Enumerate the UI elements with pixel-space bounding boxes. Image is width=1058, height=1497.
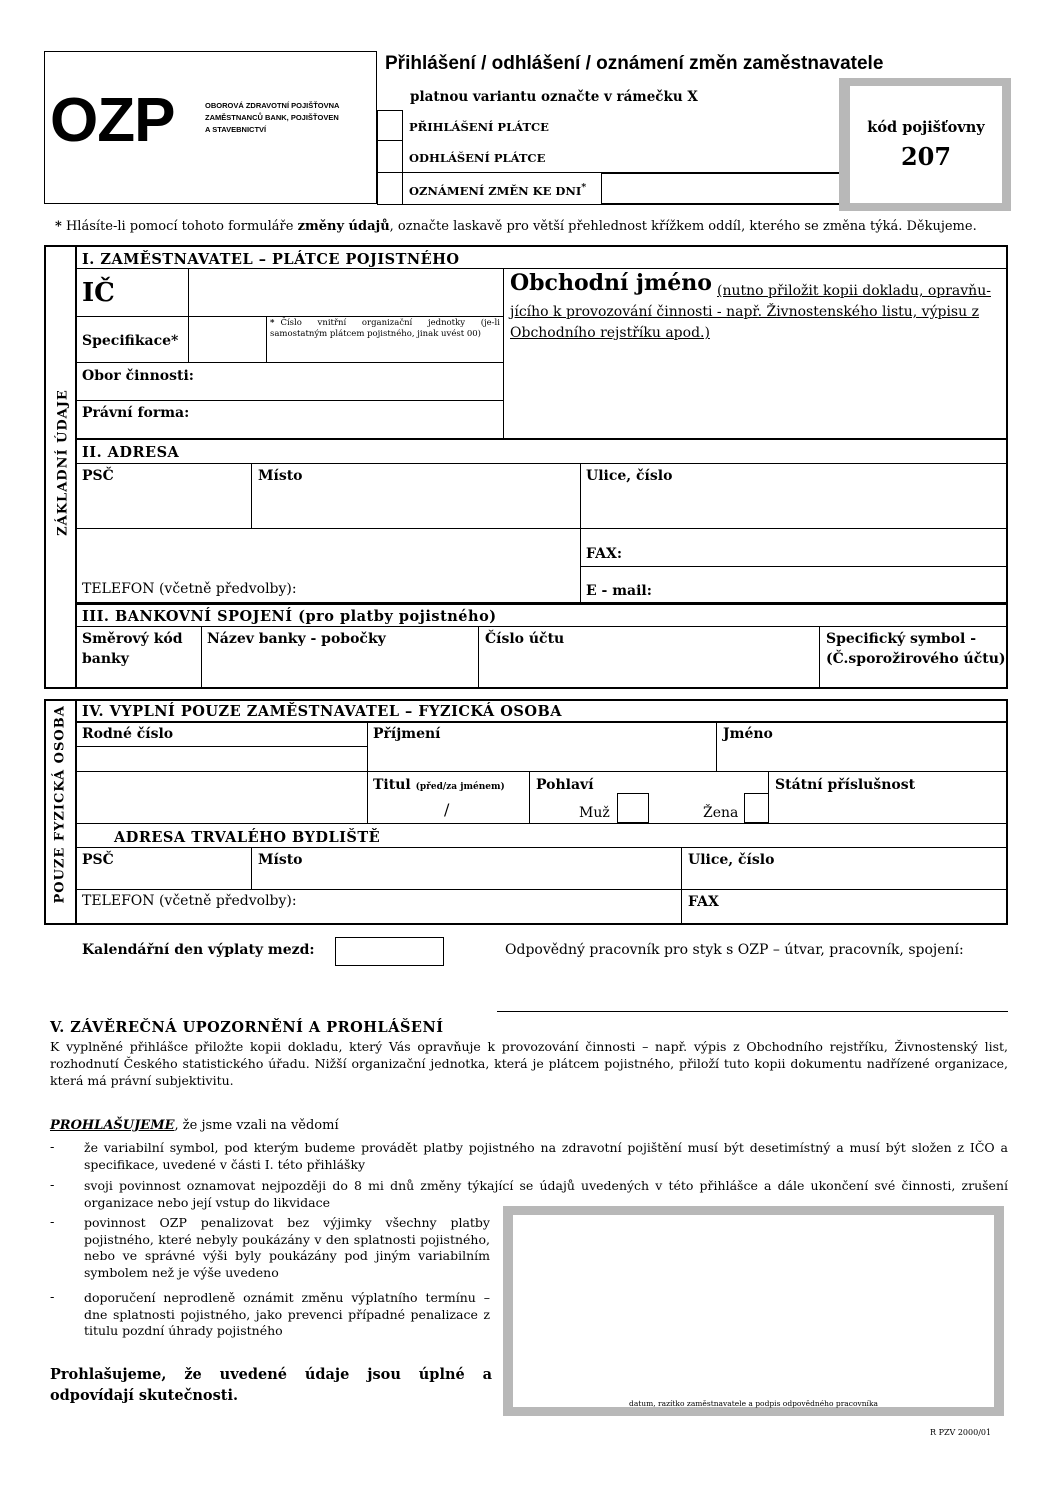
- bank-code-label-1: Směrový kód: [82, 631, 183, 647]
- address-row-line: [75, 528, 1008, 529]
- basic-side-divider: [75, 245, 77, 689]
- footnote-bold: změny údajů: [297, 219, 390, 234]
- bank-name-divider: [478, 626, 479, 689]
- person-psc-divider: [251, 847, 252, 889]
- male-label: Muž: [579, 805, 610, 821]
- person-street-divider: [681, 847, 682, 925]
- bullet-2: svoji povinnost oznamovat nejpozději do 8 mi dnů změny týkající se údajů uvedených v této přihlášce a dále ukončení své činnosti, zrušení organizace nebo její vstup do likvidace: [84, 1178, 1008, 1210]
- bullet-mark-3: -: [50, 1215, 55, 1230]
- spec-note-text: Číslo vnitřní organizační jednotky (je-li samostatným plátcem pojistného, jinak uvést 00): [270, 318, 500, 339]
- section2-bottom-line: [75, 602, 1008, 605]
- account-input[interactable]: [485, 660, 813, 680]
- name-row-line: [75, 771, 1008, 772]
- options-checkbox-border: [402, 110, 403, 204]
- footnote: [55, 219, 977, 234]
- birth-no-line: [75, 746, 367, 747]
- business-name-note-1: (nutno přiložit kopii dokladu, opravňu-: [717, 283, 991, 299]
- person-phone-label: TELEFON (včetně předvolby):: [82, 893, 297, 909]
- spec-input[interactable]: [194, 330, 260, 350]
- spec-row-line: [75, 362, 503, 363]
- title-divider: [529, 771, 530, 823]
- contact-label: Odpovědný pracovník pro styk s OZP – útvar, pracovník, spojení:: [505, 942, 964, 958]
- person-psc-input[interactable]: [82, 869, 244, 887]
- insurer-line-2: ZAMĚSTNANCŮ BANK, POJIŠŤOVEN: [205, 113, 339, 122]
- male-checkbox[interactable]: [617, 793, 649, 823]
- female-checkbox[interactable]: [744, 793, 769, 823]
- payday-field[interactable]: [335, 937, 444, 966]
- company-phone-label: TELEFON (včetně předvolby):: [82, 581, 297, 597]
- company-city-input[interactable]: [258, 496, 573, 516]
- company-fax-label: FAX:: [586, 546, 623, 562]
- option-registration: PŘIHLÁŠENÍ PLÁTCE: [409, 120, 549, 134]
- bank-name-label: Název banky - pobočky: [207, 631, 386, 647]
- section3-heading-text: III. BANKOVNÍ SPOJENÍ (pro platby pojistného): [82, 608, 497, 625]
- gender-label: Pohlaví: [536, 777, 594, 793]
- ic-field[interactable]: [190, 270, 502, 315]
- stamp-box-inner: [513, 1215, 994, 1407]
- declaration-intro: [50, 1118, 339, 1133]
- person-street-label: Ulice, číslo: [688, 852, 775, 868]
- company-psc-input[interactable]: [82, 496, 242, 516]
- section1-bottom-line: [75, 438, 1008, 440]
- change-date-field[interactable]: [601, 173, 840, 204]
- psc-divider: [251, 463, 252, 528]
- insurer-line-3: A STAVEBNICTVÍ: [205, 125, 267, 134]
- bank-code-divider: [201, 626, 202, 689]
- bullet-3: povinnost OZP penalizovat bez výjimky všechny platby pojistného, které nebyly poukázány v den splatnosti pojistného, nebo ve správné výši byly poukázány pod jiným variabilním symbolem než je výše uvedeno: [84, 1215, 490, 1280]
- insurer-code-value: 207: [900, 142, 952, 171]
- bullet-mark-1: -: [50, 1140, 55, 1155]
- footnote-suffix: , označte laskavě pro větší přehlednost křížkem oddíl, kterého se změna týká. Děkujeme.: [389, 219, 977, 234]
- female-label: Žena: [703, 805, 739, 821]
- title-note: (před/za jménem): [415, 782, 505, 792]
- ic-label: IČ: [82, 278, 115, 308]
- birth-no-label: Rodné číslo: [82, 726, 174, 742]
- side-label-basic: ZÁKLADNÍ ÚDAJE: [55, 389, 71, 536]
- options-line: [377, 204, 840, 205]
- bullet-4: doporučení neprodleně oznámit změnu výplatního termínu – dne splatnosti pojistného, jako prevenci případné penalizace z titulu pozdní úhrady pojistného: [84, 1290, 490, 1338]
- declaration-bold: PROHLAŠUJEME: [50, 1118, 175, 1133]
- insurer-name: [205, 100, 339, 136]
- account-label: Číslo účtu: [485, 631, 565, 647]
- section4-heading: IV. VYPLNÍ POUZE ZAMĚSTNAVATEL – FYZICKÁ OSOBA: [82, 703, 562, 720]
- surname-label: Příjmení: [373, 726, 441, 742]
- contact-input[interactable]: [497, 985, 1002, 1005]
- company-street-label: Ulice, číslo: [586, 468, 673, 484]
- title-slash: /: [444, 800, 450, 819]
- section1-heading-line: [75, 268, 1008, 269]
- ic-divider: [188, 268, 189, 362]
- person-address-line: [75, 889, 1008, 890]
- section4-heading-line: [75, 721, 1008, 723]
- spec-note-star: *: [270, 318, 275, 328]
- person-city-label: Místo: [258, 852, 303, 868]
- section5-heading: V. ZÁVĚREČNÁ UPOZORNĚNÍ A PROHLÁŠENÍ: [50, 1019, 444, 1036]
- section2-heading: II. ADRESA: [82, 444, 180, 461]
- surname-input[interactable]: [373, 748, 709, 768]
- business-name-note-3: Obchodního rejstříku apod.): [510, 325, 710, 341]
- business-name-input[interactable]: [510, 348, 1004, 436]
- account-divider: [819, 626, 820, 689]
- specific-symbol-label-1: Specifický symbol -: [826, 631, 977, 647]
- permanent-address-heading: ADRESA TRVALÉHO BYDLIŠTĚ: [114, 829, 381, 846]
- option-change-notice: [409, 182, 586, 198]
- bullet-mark-2: -: [50, 1178, 55, 1193]
- payday-input[interactable]: [340, 943, 438, 961]
- section5-text: K vyplněné přihlášce přiložte kopii dokladu, který Vás opravňuje k provozování činnosti – např. výpis z Obchodního rejstříku, Živnostenský list, rozhodnutí Českého statistického úřadu. Nižší organizační jednotka, která je plátcem pojistného, přiloží tuto kopii dokumentu nadřízené organizace, která má právní subjektivitu.: [50, 1039, 1008, 1088]
- name-divider: [503, 268, 504, 438]
- checkbox-change-notice[interactable]: [378, 173, 402, 204]
- section3-heading-line: [75, 626, 1008, 627]
- final-declaration: Prohlašujeme, že uvedené údaje jsou úplné a odpovídají skutečnosti.: [50, 1366, 492, 1404]
- insurer-line-1: OBOROVÁ ZDRAVOTNÍ POJIŠŤOVNA: [205, 101, 340, 110]
- change-date-input[interactable]: [605, 180, 835, 198]
- side-label-person: POUZE FYZICKÁ OSOBA: [52, 705, 68, 904]
- title-label: [373, 777, 505, 793]
- person-street-input[interactable]: [688, 869, 1001, 887]
- business-input[interactable]: [190, 368, 495, 388]
- section1-heading: I. ZAMĚSTNAVATEL – PLÁTCE POJISTNÉHO: [82, 251, 460, 268]
- footnote-star: *: [55, 219, 62, 234]
- legal-form-label: Právní forma:: [82, 405, 190, 421]
- street-divider: [580, 463, 581, 603]
- payday-label: Kalendářní den výplaty mezd:: [82, 942, 315, 958]
- bank-name-input[interactable]: [207, 660, 472, 680]
- spec-note: [270, 318, 500, 340]
- ic-input[interactable]: [194, 282, 494, 302]
- first-name-label: Jméno: [723, 726, 773, 742]
- form-title: Přihlášení / odhlášení / oznámení změn zaměstnavatele: [385, 53, 884, 74]
- birth-no-divider: [367, 721, 368, 823]
- contact-line: [497, 1011, 1008, 1012]
- company-email-label: E - mail:: [586, 583, 652, 599]
- ic-row-line: [75, 316, 503, 317]
- surname-divider: [716, 721, 717, 771]
- person-side-divider: [75, 699, 77, 925]
- bullet-mark-4: -: [50, 1290, 55, 1305]
- bullet-1: že variabilní symbol, pod kterým budeme provádět platby pojistného na zdravotní pojištění musí být desetimístný a musí být složen z IČO a specifikace, uvedené v části I. této přihlášky: [84, 1140, 1008, 1172]
- business-name-note-2: jícího k provozování činnosti - např. Živnostenského listu, výpisu z: [510, 304, 979, 320]
- fax-row-line: [580, 566, 1008, 567]
- person-city-input[interactable]: [258, 869, 674, 887]
- stamp-caption: datum, razítko zaměstnavatele a podpis odpovědného pracovníka: [629, 1399, 878, 1408]
- birth-no-input[interactable]: [82, 750, 360, 768]
- insurer-code-label: kód pojišťovny: [867, 119, 985, 136]
- checkbox-registration[interactable]: [378, 111, 402, 140]
- citizenship-label: Státní příslušnost: [775, 777, 916, 793]
- person-fax-label: FAX: [688, 894, 719, 910]
- citizenship-input[interactable]: [775, 800, 1001, 818]
- spec-note-divider: [266, 316, 267, 362]
- ozp-logo: OZP: [50, 86, 175, 155]
- business-name-title: Obchodní jméno: [510, 270, 712, 296]
- company-psc-label: PSČ: [82, 468, 114, 484]
- form-code: R PZV 2000/01: [930, 1428, 992, 1437]
- variant-hint: platnou variantu označte v rámečku X: [410, 89, 698, 105]
- title-row-line: [75, 823, 1008, 824]
- spec-field[interactable]: [190, 318, 265, 361]
- title-label-text: Titul: [373, 777, 411, 793]
- company-fax-input[interactable]: [630, 546, 1000, 564]
- company-city-label: Místo: [258, 468, 303, 484]
- footnote-prefix: Hlásíte-li pomocí tohoto formuláře: [65, 219, 294, 234]
- company-phone-input[interactable]: [318, 580, 573, 598]
- option-change-notice-label: OZNÁMENÍ ZMĚN KE DNI: [409, 183, 582, 198]
- person-psc-label: PSČ: [82, 852, 114, 868]
- person-fax-input[interactable]: [725, 893, 1001, 911]
- address-heading-line: [75, 847, 1008, 848]
- section2-heading-line: [75, 463, 1008, 464]
- bank-code-label-2: banky: [82, 651, 129, 667]
- option-star: *: [581, 182, 587, 193]
- section3-heading: [82, 608, 497, 625]
- declaration-rest: , že jsme vzali na vědomí: [174, 1118, 339, 1133]
- specific-symbol-label-2: (Č.sporožirového účtu): [826, 651, 1006, 667]
- spec-label: Specifikace*: [82, 333, 179, 349]
- business-row-line: [75, 400, 503, 401]
- option-deregistration: ODHLÁŠENÍ PLÁTCE: [409, 151, 546, 165]
- legal-form-input[interactable]: [190, 406, 495, 426]
- first-name-input[interactable]: [723, 748, 1001, 768]
- company-email-input[interactable]: [655, 581, 1000, 599]
- business-label: Obor činnosti:: [82, 368, 194, 384]
- checkbox-deregistration[interactable]: [378, 141, 402, 172]
- person-phone-input[interactable]: [318, 893, 673, 911]
- company-street-input[interactable]: [586, 496, 1001, 516]
